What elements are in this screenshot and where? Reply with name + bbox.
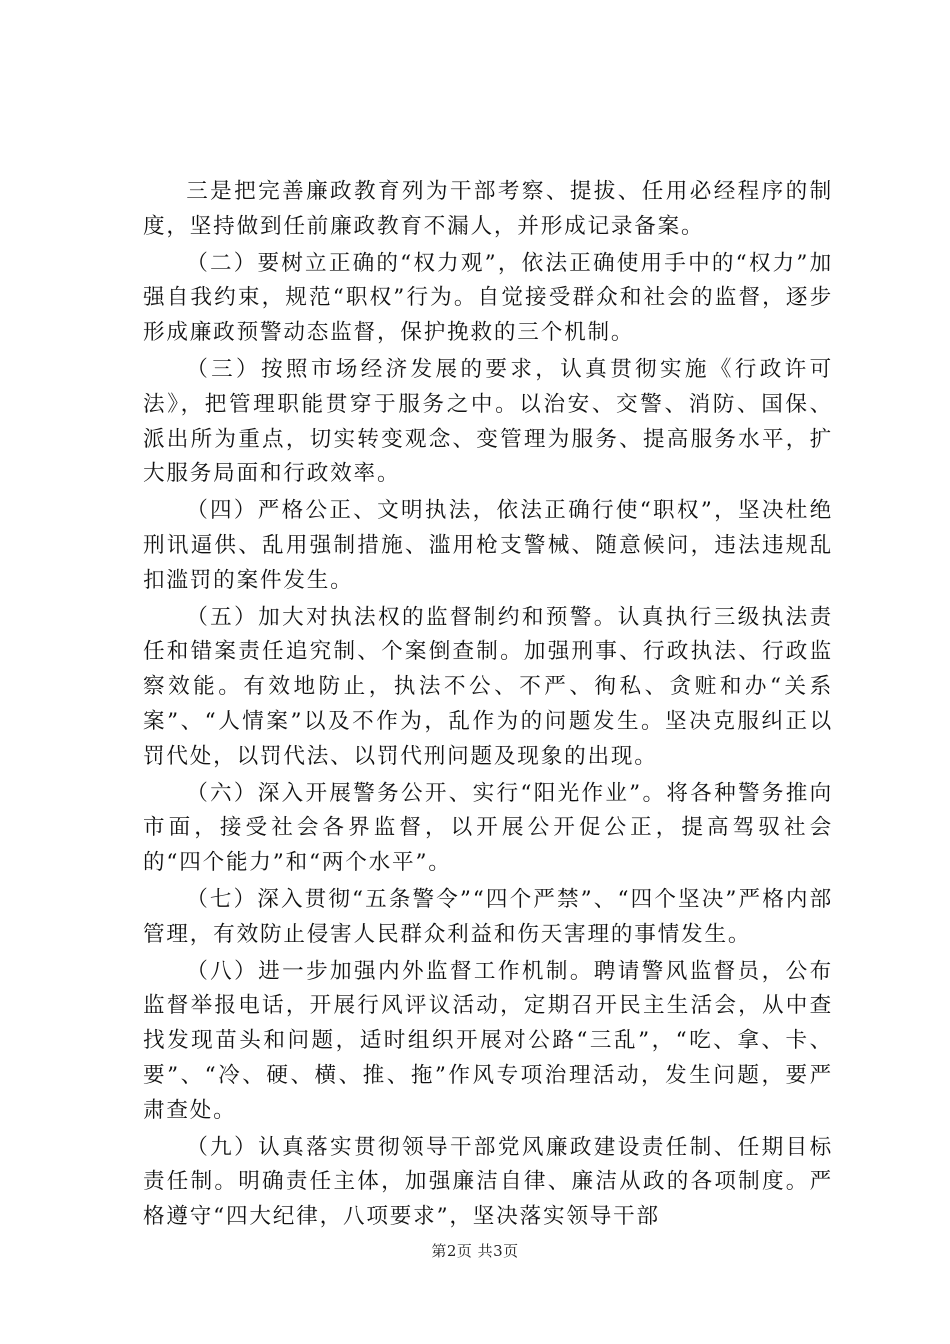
paragraph-8: （八）进一步加强内外监督工作机制。聘请警风监督员，公布监督举报电话，开展行风评议活动，定期召开民主生活会，从中查找发现苗头和问题，适时组织开展对公路“三乱”，“吃、拿、卡、要”、“冷、硬、横、推、拖”作风专项治理活动，发生问题，要严肃查处。: [143, 958, 833, 1123]
paragraph-intro: 三是把完善廉政教育列为干部考察、提拔、任用必经程序的制度，坚持做到任前廉政教育不漏人，并形成记录备案。: [143, 179, 833, 239]
page-number-footer: 第2页 共3页: [431, 1242, 519, 1260]
paragraph-9: （九）认真落实贯彻领导干部党风廉政建设责任制、任期目标责任制。明确责任主体，加强廉洁自律、廉洁从政的各项制度。严格遵守“四大纪律，八项要求”，坚决落实领导干部: [143, 1134, 833, 1230]
paragraph-2: （二）要树立正确的“权力观”，依法正确使用手中的“权力”加强自我约束，规范“职权”行为。自觉接受群众和社会的监督，逐步形成廉政预警动态监督，保护挽救的三个机制。: [143, 250, 833, 346]
paragraph-4: （四）严格公正、文明执法，依法正确行使“职权”，坚决杜绝刑讯逼供、乱用强制措施、滥用枪支警械、随意候问，违法违规乱扣滥罚的案件发生。: [143, 498, 833, 593]
document-body: [143, 175, 833, 1237]
paragraph-5: （五）加大对执法权的监督制约和预警。认真执行三级执法责任和错案责任追究制、个案倒查制。加强刑事、行政执法、行政监察效能。有效地防止，执法不公、不严、徇私、贪赃和办“关系案”、“人情案”以及不作为，乱作为的问题发生。坚决克服纠正以罚代处，以罚代法、以罚代刑问题及现象的出现。: [143, 604, 833, 769]
paragraph-7: （七）深入贯彻“五条警令”“四个严禁”、“四个坚决”严格内部管理，有效防止侵害人民群众利益和伤天害理的事情发生。: [143, 886, 833, 947]
paragraph-6: （六）深入开展警务公开、实行“阳光作业”。将各种警务推向市面，接受社会各界监督，以开展公开促公正，提高驾驭社会的“四个能力”和“两个水平”。: [143, 780, 833, 876]
paragraph-3: （三）按照市场经济发展的要求，认真贯彻实施《行政许可法》，把管理职能贯穿于服务之中。以治安、交警、消防、国保、派出所为重点，切实转变观念、变管理为服务、提高服务水平，扩大服务局面和行政效率。: [143, 356, 833, 487]
